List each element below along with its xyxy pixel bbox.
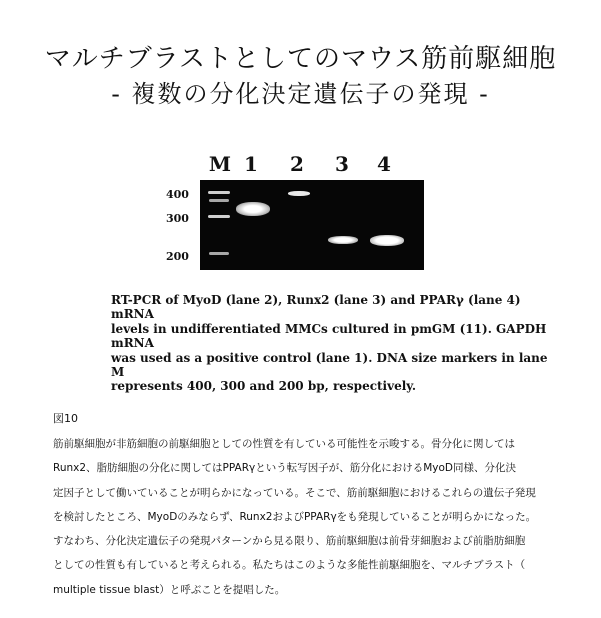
marker-band-400	[208, 191, 230, 194]
body-paragraph	[53, 432, 573, 602]
caption-line: levels in undifferentiated MMCs cultured in pmGM (11). GAPDH mRNA	[111, 321, 547, 351]
body-line: 定因子として働いていることが明らかになっている。そこで、筋前駆細胞におけるこれらの遺伝子発現	[53, 486, 536, 499]
caption-line: RT-PCR of MyoD (lane 2), Runx2 (lane 3) and PPARγ (lane 4) mRNA	[111, 293, 521, 322]
band-lane-4	[370, 235, 404, 246]
lane-label-2: 2	[290, 152, 304, 176]
body-line: Runx2、脂肪細胞の分化に関してはPPARγという転写因子が、筋分化におけるMyoD同様、分化決	[53, 462, 516, 475]
page-subtitle: - 複数の分化決定遺伝子の発現 -	[111, 80, 490, 108]
page-title: マルチブラストとしてのマウス筋前駆細胞	[44, 44, 557, 74]
gel-image	[200, 180, 424, 270]
lane-labels	[160, 148, 430, 178]
band-lane-1	[236, 202, 270, 216]
lane-label-m: M	[208, 152, 232, 176]
lane-label-4: 4	[377, 152, 391, 176]
figure-number: 図10	[53, 412, 78, 425]
figure-caption	[111, 293, 561, 394]
marker-band-upper	[209, 199, 229, 202]
band-lane-2	[288, 191, 310, 196]
size-marker-200: 200	[166, 250, 189, 263]
caption-line: represents 400, 300 and 200 bp, respectively.	[111, 379, 417, 394]
size-marker-300: 300	[166, 212, 189, 225]
marker-band-300	[208, 215, 230, 218]
body-line: としての性質も有していると考えられる。私たちはこのような多能性前駆細胞を、マルチブラスト（	[53, 559, 526, 572]
marker-band-200	[209, 252, 229, 255]
body-line: multiple tissue blast）と呼ぶことを提唱した。	[53, 583, 286, 596]
body-line: 筋前駆細胞が非筋細胞の前駆細胞としての性質を有している可能性を示唆する。骨分化に関しては	[53, 438, 515, 450]
band-lane-3	[328, 236, 358, 244]
lane-label-1: 1	[244, 152, 258, 176]
body-line: すなわち、分化決定遺伝子の発現パターンから見る限り、筋前駆細胞は前骨芽細胞および前脂肪細胞	[53, 535, 526, 548]
caption-line: was used as a positive control (lane 1). DNA size markers in lane M	[111, 350, 548, 380]
gel-figure	[160, 148, 430, 273]
lane-label-3: 3	[335, 152, 349, 176]
body-line: を検討したところ、MyoDのみならず、Runx2およびPPARγをも発現していることが明らかになった。	[53, 510, 537, 523]
size-marker-400: 400	[166, 188, 189, 201]
